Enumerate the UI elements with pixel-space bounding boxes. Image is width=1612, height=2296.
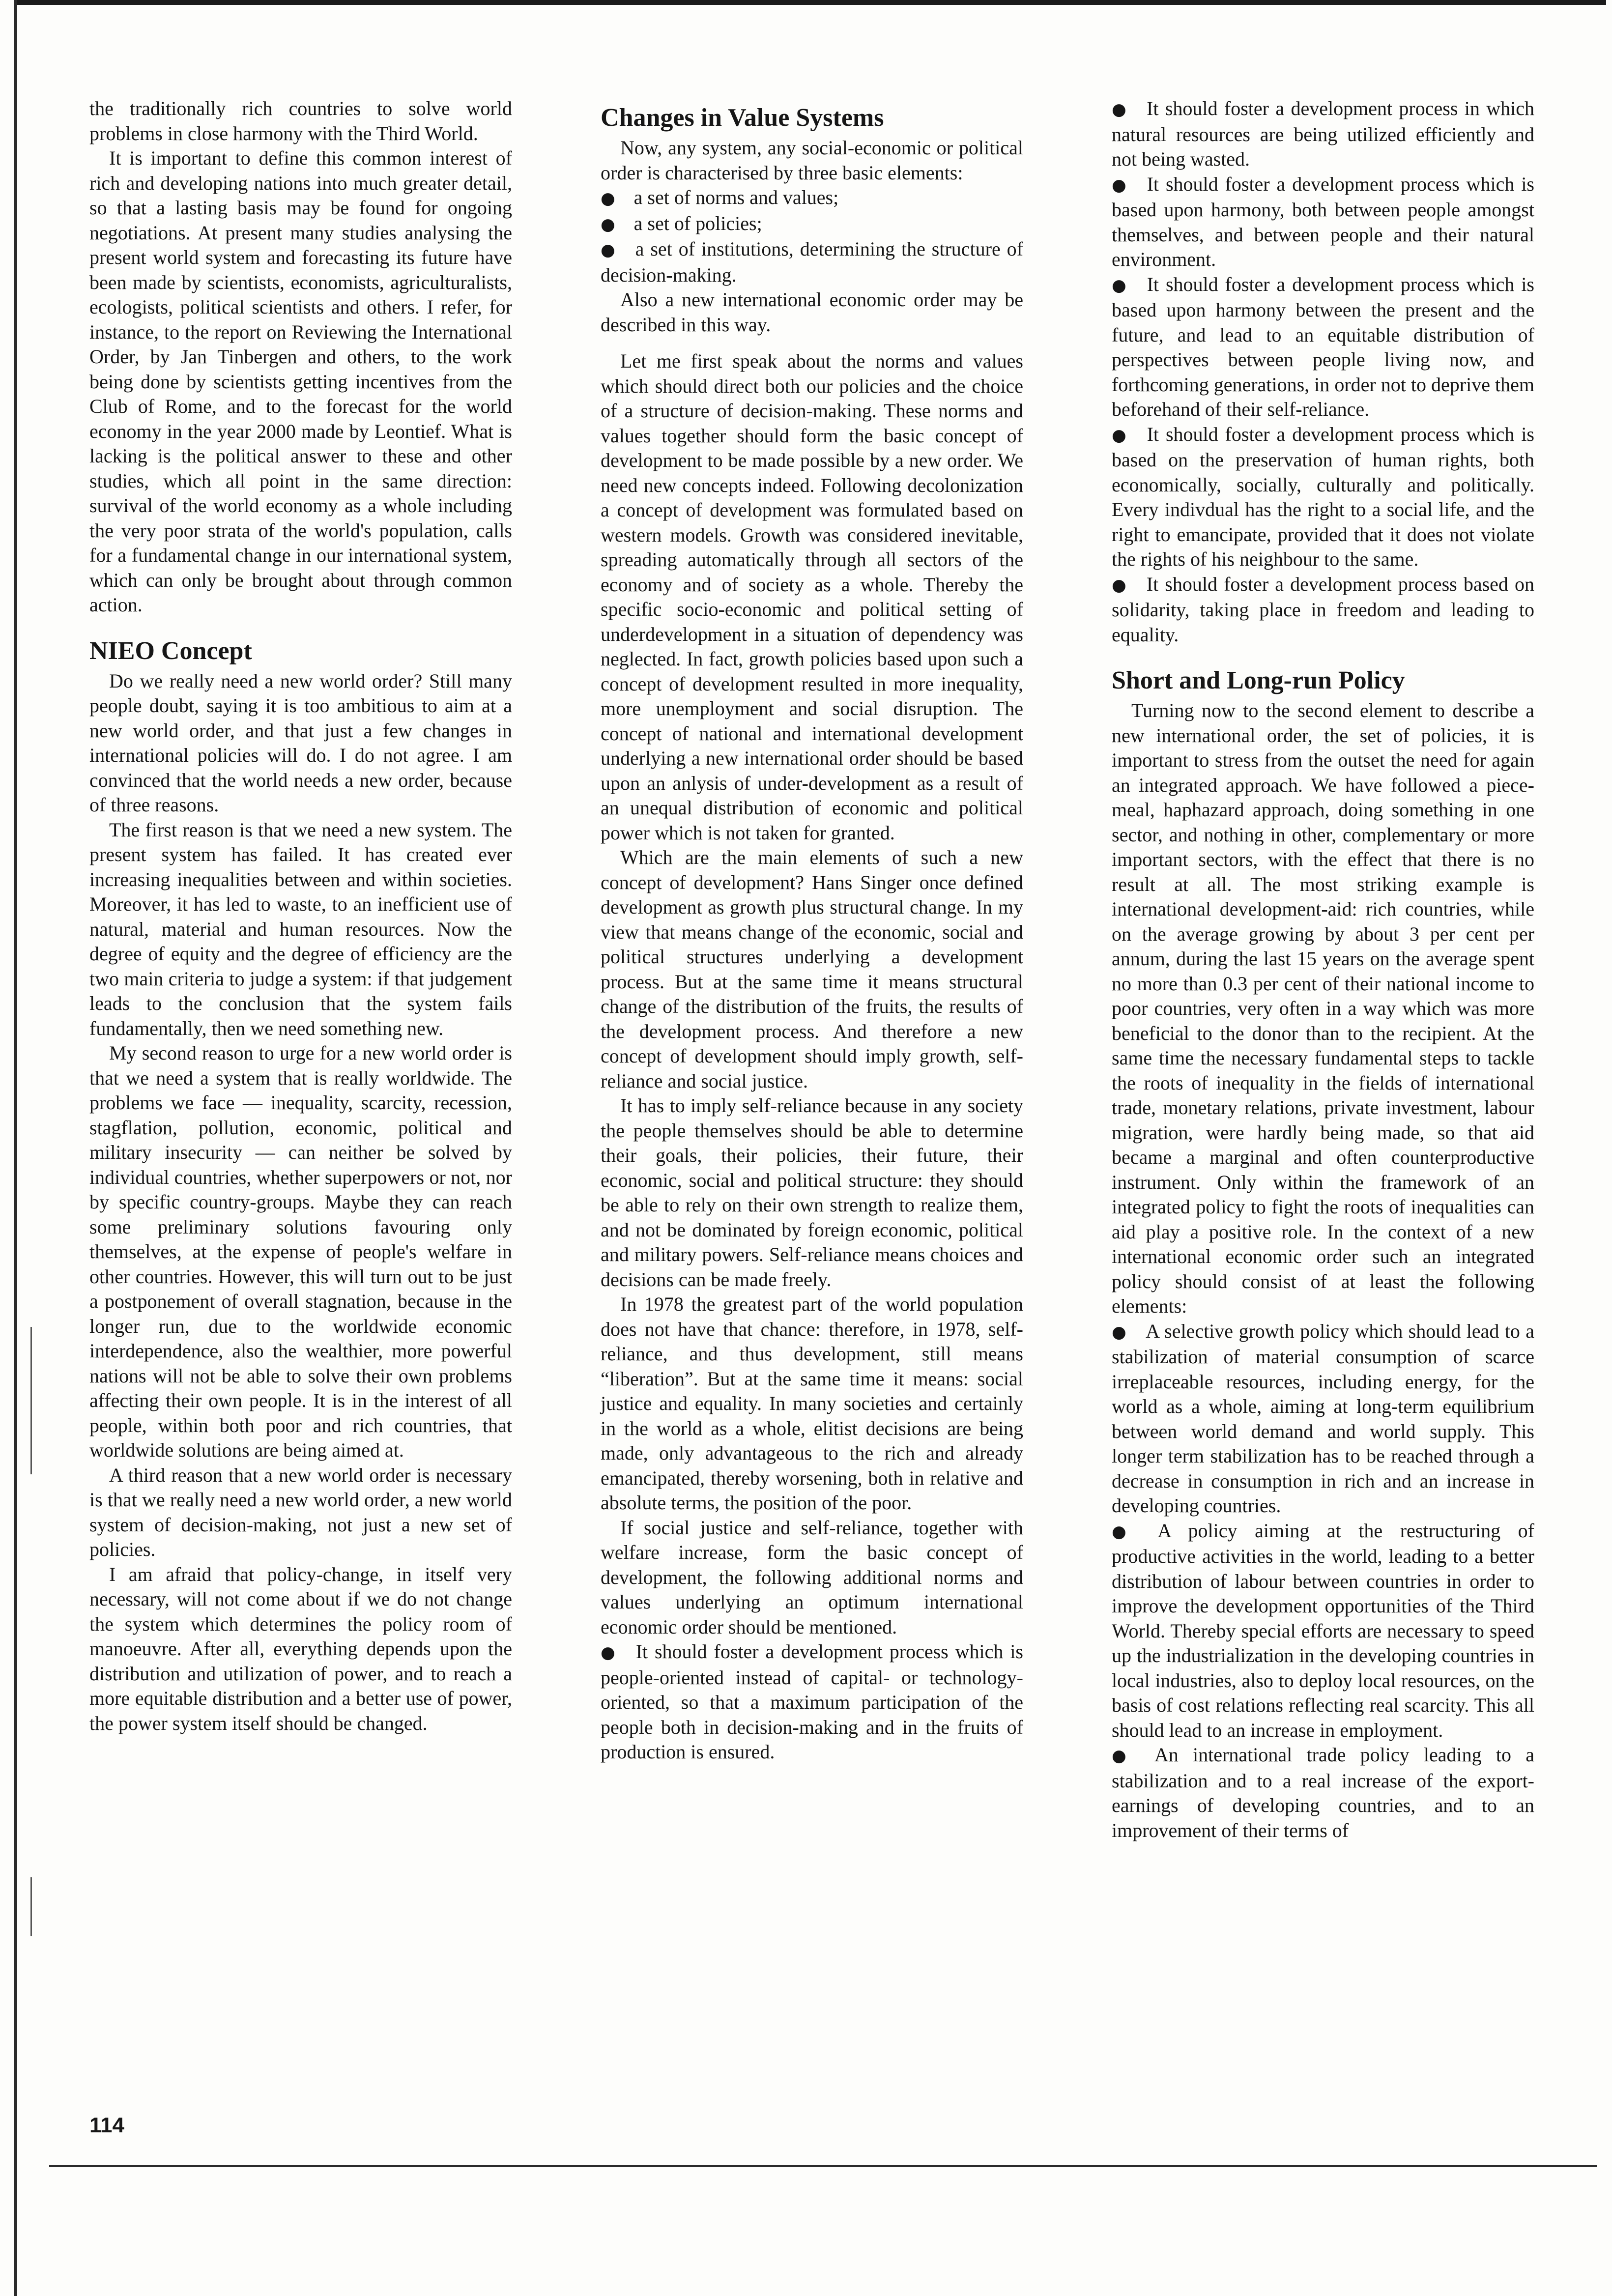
section-heading: NIEO Concept <box>89 636 252 665</box>
paragraph: Now, any system, any social-economic or political order is characterised by three basic elements: <box>601 137 1023 184</box>
bullet-item <box>1112 172 1534 272</box>
paragraph: My second reason to urge for a new world order is that we need a system that is really worldwide. The problems we face — inequality, scarcity, recession, stagflation, pollution, economic, political and military insecurity — can neither be solved by individual countries, whether superpowers or not, nor by specific country-groups. Maybe they can reach some preliminary solutions favouring only themselves, at the expense of people's welfare in other countries. However, this will turn out to be just a postponement of overall stagnation, because in the longer run, due to the worldwide economic interdependence, also the wealthier, more powerful nations will not be able to solve their own problems affecting their own people. It is in the interest of all people, within both poor and rich countries, that worldwide solutions are being aimed at. <box>89 1042 512 1461</box>
bullet-text: A policy aiming at the restructuring of productive activities in the world, leading to a better distribution of labour between countries in order to improve the development opportunities of the Third World. Thereby special efforts are necessary to speed up the industrialization in the developing countries in local industries, also to deploy local resources, on the basis of cost relations reflecting real scarcity. This all should lead to an increase in employment. <box>1112 1519 1534 1741</box>
bullet-item <box>1112 1519 1534 1743</box>
page-top-rule <box>14 0 1606 5</box>
paragraph: the traditionally rich countries to solve world problems in close harmony with the Third World. <box>89 97 512 144</box>
paragraph: Which are the main elements of such a new concept of development? Hans Singer once defined development as growth plus structural change. In my view that means change of the economic, social and political structures underlying a development process. But at the same time it means structural change of the distribution of the fruits, the results of the development process. And therefore a new concept of development should imply growth, self-reliance and social justice. <box>601 846 1023 1092</box>
paragraph: In 1978 the greatest part of the world population does not have that chance: therefore, in 1978, self-reliance, and thus development, still means “liberation”. But at the same time it means: social justice and equality. In many societies and certainly in the world as a whole, elitist decisions are being made, only advantageous to the rich and already emancipated, thereby worsening, both in relative and absolute terms, the position of the poor. <box>601 1293 1023 1514</box>
bullet-icon: ● <box>1112 100 1128 119</box>
paragraph: If social justice and self-reliance, together with welfare increase, form the basic concept of development, the following additional norms and values underlying an optimum international economic order should be mentioned. <box>601 1516 1023 1638</box>
bullet-item <box>1112 572 1534 648</box>
bullet-icon: ● <box>1112 1521 1139 1542</box>
paragraph: It is important to define this common interest of rich and developing nations into much greater detail, so that a lasting basis may be found for ongoing negotiations. At present many studies analysing the present world system and forecasting its future have been made by scientists, economists, agriculturalists, ecologists, political scientists and others. I refer, for instance, to the report on Reviewing the International Order, by Jan Tinbergen and others, to the work being done by scientists getting incentives from the Club of Rome, and to the forecast for the world economy in the year 2000 made by Leontief. What is lacking is the political answer to these and other studies, which all point in the same direction: survival of the world economy as a whole including the very poor strata of the world's population, calls for a fundamental change in our international system, which can only be brought about through common action. <box>89 147 512 616</box>
section-heading: Short and Long-run Policy <box>1112 666 1405 694</box>
bullet-text: It should foster a development process which is based upon harmony, both between people amongst themselves, and between people and their natural environment. <box>1112 172 1534 270</box>
paragraph: A third reason that a new world order is necessary is that we really need a new world order, a new world system of decision-making, not just a new set of policies. <box>89 1464 512 1560</box>
bullet-icon: ● <box>1112 1322 1127 1342</box>
bullet-text: a set of policies; <box>633 212 762 234</box>
bullet-item <box>601 211 1023 237</box>
paragraph: Let me first speak about the norms and values which should direct both our policies and the choice of a structure of decision-making. These norms and values together should form the basic concept of development to be made possible by a new order. We need new concepts indeed. Following decolonization a concept of development was formulated based on western models. Growth was considered inevitable, spreading automatically through all sectors of the economy and of society as a whole. Thereby the specific socio-economic and political setting of underdevelopment in a situation of dependency was neglected. In fact, growth policies based upon such a concept of development resulted in more inequality, more unemployment and social disruption. The concept of national and international development underlying a new international order should be based upon an anlysis of under-development as a result of an unequal distribution of economic and political power which is not taken for granted. <box>601 350 1023 844</box>
section-heading: Changes in Value Systems <box>601 104 884 132</box>
text-column-2 <box>601 102 1023 1765</box>
bullet-text: a set of institutions, determining the structure of decision-making. <box>601 238 1023 286</box>
paragraph: Also a new international economic order may be described in this way. <box>601 288 1023 336</box>
bullet-text: A selective growth policy which should lead to a stabilization of material consumption of scarce irreplaceable resources, including energy, for the world as a whole, aiming at long-term equilibrium between world demand and world supply. This longer term stabilization has to be reached through a decrease in consumption in rich and an increase in developing countries. <box>1112 1320 1534 1517</box>
bullet-icon: ● <box>1112 425 1128 445</box>
text-column-3 <box>1112 96 1534 1843</box>
bullet-text: It should foster a development process in which natural resources are being utilized efficiently and not being wasted. <box>1112 97 1535 170</box>
bullet-icon: ● <box>601 214 615 234</box>
bullet-item <box>1112 1743 1534 1843</box>
page-left-rule <box>14 0 17 2296</box>
bullet-icon: ● <box>601 240 617 260</box>
bullet-icon: ● <box>1112 575 1128 595</box>
bullet-icon: ● <box>1112 275 1128 295</box>
paragraph: I am afraid that policy-change, in itself very necessary, will not come about if we do not change the system which determines the policy room of manoeuvre. After all, everything depends upon the distribution and utilization of power, and to reach a more equitable distribution and a better use of power, the power system itself should be changed. <box>89 1563 512 1734</box>
bullet-item <box>601 237 1023 287</box>
page-bottom-rule <box>49 2165 1597 2167</box>
bullet-icon: ● <box>1112 1746 1136 1766</box>
bullet-item <box>1112 1319 1534 1519</box>
bullet-text: a set of norms and values; <box>633 186 839 208</box>
margin-mark <box>30 1327 32 1474</box>
paragraph: It has to imply self-reliance because in any society the people themselves should be able to determine their goals, their policies, their future, their economic, social and political structure: they should be able to rely on their own strength to realize them, and not be dominated by foreign economic, political and military powers. Self-reliance means choices and decisions can be made freely. <box>601 1094 1023 1291</box>
paragraph: Turning now to the second element to describe a new international order, the set of policies, it is important to stress from the outset the need for again an integrated approach. We have followed a piece-meal, haphazard approach, doing something in one sector, and nothing in other, complementary or more important sectors, with the effect that there is no result at all. The most striking example is international development-aid: rich countries, while on the average growing by about 3 per cent per annum, during the last 15 years on the average spent no more than 0.3 per cent of their national income to poor countries, very often in a way which was more beneficial to the donor than to the recipient. At the same time the necessary fundamental steps to tackle the roots of inequality in the fields of international trade, monetary relations, private investment, labour migration, were hardly being made, so that aid became a marginal and often counterproductive instrument. Only within the framework of an integrated policy to fight the roots of inequalities can aid play a positive role. In the context of a new international economic order such an integrated policy should consist of at least the following elements: <box>1112 699 1534 1317</box>
bullet-icon: ● <box>1112 175 1128 195</box>
bullet-text: It should foster a development process which is based upon harmony between the present and the future, and lead to an equitable distribution of perspectives between people living now, and forthcoming generations, in order not to deprive them beforehand of their self-reliance. <box>1112 273 1534 420</box>
bullet-item <box>601 185 1023 211</box>
margin-mark <box>30 1877 32 1936</box>
bullet-item <box>1112 272 1534 422</box>
bullet-text: An international trade policy leading to a stabilization and to a real increase of the export-earnings of developing countries, and to an improvement of their terms of <box>1112 1744 1534 1841</box>
bullet-item <box>1112 422 1534 572</box>
page-number: 114 <box>89 2113 124 2137</box>
paragraph: Do we really need a new world order? Still many people doubt, saying it is too ambitious to aim at a new world order, and that just a few changes in international policies will do. I do not agree. I am convinced that the world needs a new order, because of three reasons. <box>89 669 512 816</box>
bullet-icon: ● <box>601 189 615 208</box>
paragraph: The first reason is that we need a new system. The present system has failed. It has created ever increasing inequalities between and within societies. Moreover, it has led to waste, to an inefficient use of natural, material and human resources. Now the degree of equity and the degree of efficiency are the two main criteria to judge a system: if that judgement leads to the conclusion that the system fails fundamentally, then we need something new. <box>89 818 512 1039</box>
bullet-item <box>601 1639 1023 1765</box>
bullet-item <box>1112 96 1534 172</box>
text-column-1 <box>89 96 512 1736</box>
bullet-text: It should foster a development process based on solidarity, taking place in freedom and leading to equality. <box>1112 573 1534 646</box>
bullet-icon: ● <box>601 1643 617 1663</box>
bullet-text: It should foster a development process which is based on the preservation of human rights, both economically, socially, culturally and politically. Every indivdual has the right to a social life, and the right to emancipate, provided that it does not violate the rights of his neighbour to the same. <box>1112 423 1534 570</box>
bullet-text: It should foster a development process which is people-oriented instead of capital- or technology-oriented, so that a maximum participation of the people both in decision-making and in the fruits of production is ensured. <box>601 1640 1023 1763</box>
